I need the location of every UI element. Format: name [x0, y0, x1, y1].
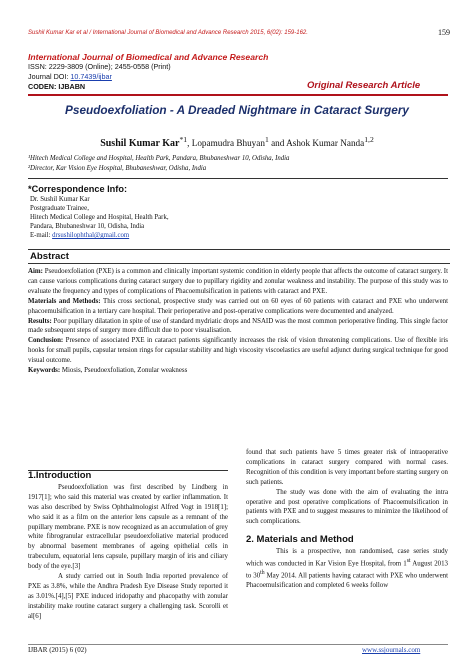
footer-divider [28, 644, 448, 645]
author-rest: , Lopamudra Bhuyan [187, 138, 265, 149]
methods-paragraph-1 [246, 547, 448, 591]
doi-label: Journal DOI: [28, 72, 69, 81]
journal-doi [28, 72, 112, 81]
intro-paragraph-1: Pseudoexfoliation was first described by Lindberg in 1917[1]; who said this material was created by earlier inflammation. It was also described by Swiss Ophthalmologist Alfred Vogt in 1918[1]; who said it as a film on the anterior lens capsule as a remnant of the pupillary membrane. PXE is now recognized as an accumulation of grey white fibrogranular extracellular pseudoexfoliative material produced by abnormal basement membranes of ageing epithelial cells in trabeculum, equatorial lens capsule, pupillary margin of iris and ciliary body of the eye.[3] [28, 483, 228, 571]
methods-text-a: This is a prospective, non randomised, case series study which was conducted in Kar Vision Eye Hospital, from 1 [246, 548, 448, 568]
abstract-body [28, 267, 448, 376]
intro-paragraph-2: A study carried out in South India reported prevalence of PXE as 3.8%, while the Andhra Pradesh Eye Disease Study reported it as 3.01%.[4],[5] PXE induced iridopathy and phacopathy with zonular instability make routine cataract surgery a challenging task. Scorolli et al[6] [28, 573, 228, 620]
abstract-conclusion [28, 336, 448, 366]
email-link[interactable]: drsushilophthal@gmail.com [52, 232, 130, 239]
keywords-label: Keywords: [28, 367, 61, 375]
author-main: Sushil Kumar Kar [100, 138, 180, 150]
doi-link[interactable]: 10.7439/ijbar [70, 72, 112, 81]
affiliation-divider [28, 178, 448, 179]
author-main-sup: *1 [179, 135, 188, 144]
affiliation-2: ²Director, Kar Vision Eye Hospital, Bhubaneshwar, Odisha, India [28, 165, 207, 172]
aim-label: Aim: [28, 268, 43, 275]
methods-text-b: August 2013 to 30 [246, 560, 448, 580]
author-rest-sup: 1 [264, 135, 269, 144]
methods-heading: 2. Materials and Method [246, 534, 354, 546]
methods-sup-1: st [406, 558, 411, 565]
article-type: Original Research Article [307, 80, 421, 91]
affiliation-1: ¹Hitech Medical College and Hospital, Health Park, Pandara, Bhubaneshwar 10, Odisha, India [28, 155, 290, 162]
results-text: Poor pupillary dilatation in spite of use of standard mydriatic drops and NSAID was the most common perioperative finding. This single factor made subsequent steps of surgery more difficult due to poor visualisation. [28, 317, 448, 335]
methods-sup-2: th [260, 570, 265, 577]
abstract-results [28, 317, 448, 337]
right-paragraph-1: found that such patients have 5 times greater risk of intraoperative complications in cataract surgery compared with normal cases. Recognition of this condition is very important before starting surgery on such patients. [246, 449, 448, 486]
email-label: E-mail: [30, 232, 51, 239]
abstract-keywords [28, 366, 448, 376]
correspondence-line: Postgraduate Trainee, [30, 205, 89, 212]
abstract-heading: Abstract [28, 249, 450, 264]
correspondence-line: Hitech Medical College and Hospital, Health Park, [30, 214, 169, 221]
aim-text: Pseudoexfoliation (PXE) is a common and clinically important systemic condition in elderly people that affects the outcome of cataract surgery. It can cause various complications during cataract surgery due to pupillary rigidity and zonular weakness and instability. The purpose of this study was to evaluate the frequency and types of complications of Phacoemulsification in patients with cataract and PXE. [28, 268, 448, 295]
correspondence-heading: *Correspondence Info: [28, 184, 128, 194]
right-column [246, 448, 448, 591]
running-header-citation: Sushil Kumar Kar et al / International Journal of Biomedical and Advance Research 2015, 6(02): 159-162. [28, 30, 308, 36]
journal-title: International Journal of Biomedical and Advance Research [28, 52, 269, 62]
correspondence-email [30, 232, 129, 239]
keywords-text: Miosis, Pseudoexfoliation, Zonular weakness [61, 367, 188, 375]
page-number: 159 [438, 28, 450, 37]
results-label: Results: [28, 317, 52, 325]
right-paragraph-2: The study was done with the aim of evaluating the intra operative and post operative complications of Phacoemulsification in patients with PXE and to suggest measures to minimize the likelihood of such complications. [246, 488, 448, 526]
journal-issn: ISSN: 2229-3809 (Online); 2455-0558 (Print) [28, 62, 171, 71]
left-column [28, 471, 228, 622]
conclusion-label: Conclusion: [28, 337, 64, 345]
conclusion-text: Presence of associated PXE in cataract patients significantly increases the risk of vision threatening complications. Use of flexible iris hooks for small pupils, capsular tension rings for capsular stability and high viscosity viscoelastics are useful adjunct during surgical technique for good visual outcome. [28, 337, 448, 365]
correspondence-line: Dr. Sushil Kumar Kar [30, 196, 90, 203]
footer-website-link[interactable]: www.ssjournals.com [362, 646, 421, 654]
methods-text: This cross sectional, prospective study was carried out on 60 eyes of 60 patients with cataract and PXE who underwent phacoemulsification in a tertiary care hospital. Their perioperative and post-operative complications were documented and analyzed. [28, 297, 448, 315]
coden: CODEN: IJBABN [28, 82, 86, 91]
paper-title: Pseudoexfoliation - A Dreaded Nightmare in Cataract Surgery [65, 103, 409, 117]
abstract-aim [28, 267, 448, 297]
header-divider [28, 94, 448, 96]
author-list [0, 135, 474, 149]
footer-journal: IJBAR (2015) 6 (02) [28, 646, 87, 654]
methods-text-c: May 2014. All patients having cataract with PXE who underwent Phacoemulsification and completed 6 weeks follow [246, 572, 448, 590]
methods-label: Materials and Methods: [28, 297, 101, 305]
author-last: and Ashok Kumar Nanda [268, 138, 365, 149]
correspondence-line: Pandara, Bhubaneshwar 10, Odisha, India [30, 223, 145, 230]
author-last-sup: 1,2 [364, 135, 374, 144]
intro-heading: 1.Introduction [28, 470, 92, 481]
abstract-methods [28, 297, 448, 317]
